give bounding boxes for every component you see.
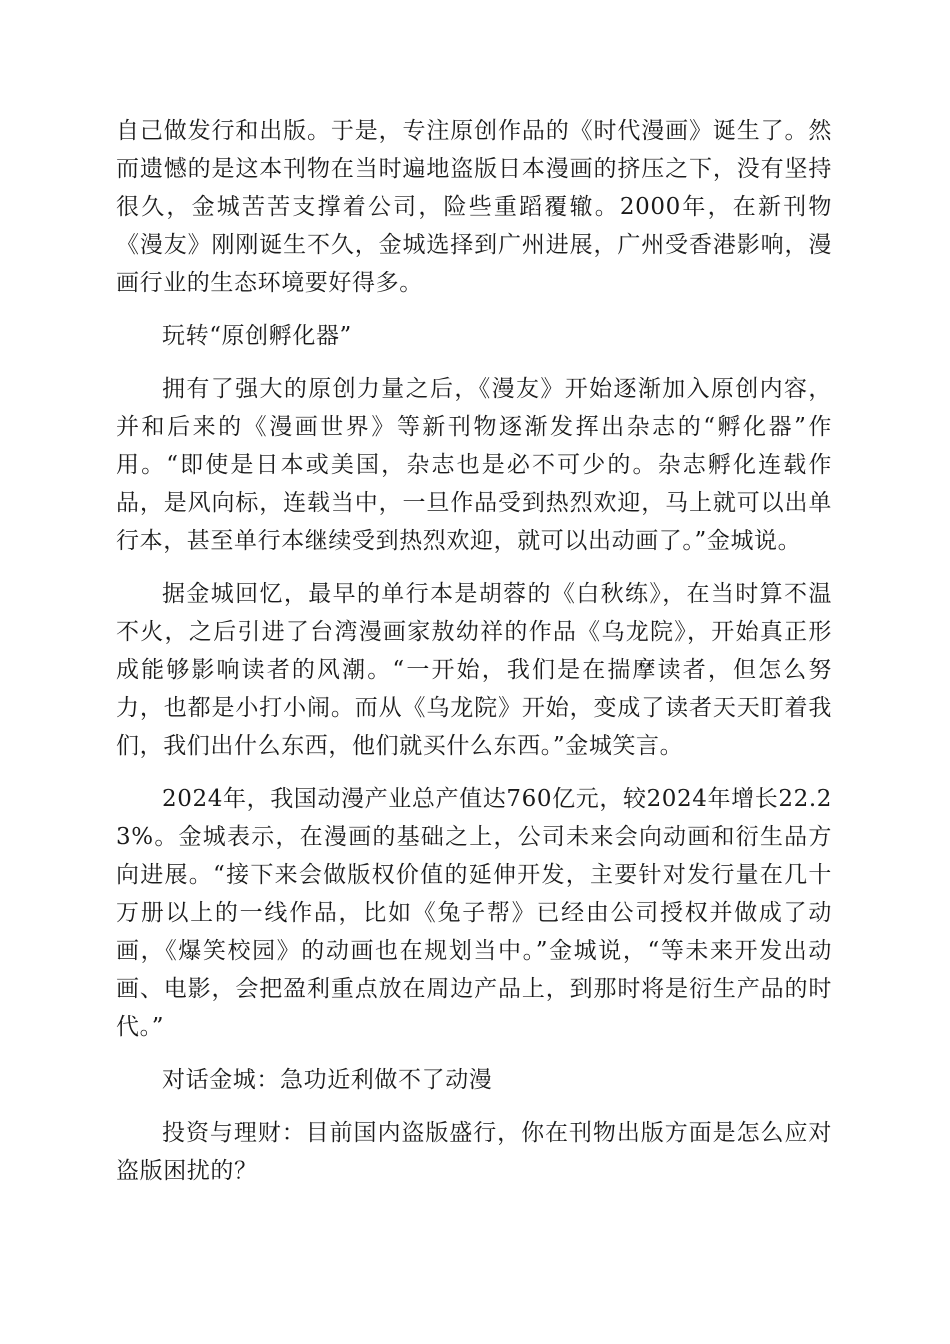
article-body	[116, 112, 832, 1205]
section-heading-interview: 对话金城：急功近利做不了动漫	[162, 1067, 493, 1093]
section-heading-incubator: 玩转“原创孵化器”	[162, 323, 352, 349]
paragraph-publishing-history: 自己做发行和出版。于是，专注原创作品的《时代漫画》诞生了。然而遗憾的是这本刊物在当时遍地盗版日本漫画的挤压之下，没有坚持很久，金城苦苦支撑着公司，险些重蹈覆辙。2000年，在新刊物《漫友》刚刚诞生不久，金城选择到广州进展，广州受香港影响，漫画行业的生态环境要好得多。	[116, 118, 832, 296]
paragraph-first-books: 据金城回忆，最早的单行本是胡蓉的《白秋练》，在当时算不温不火，之后引进了台湾漫画家敖幼祥的作品《乌龙院》，开始真正形成能够影响读者的风潮。“一开始，我们是在揣摩读者，但怎么努力，也都是小打小闹。而从《乌龙院》开始，变成了读者天天盯着我们，我们出什么东西，他们就买什么东西。”金城笑言。	[116, 581, 832, 759]
paragraph-interview-question: 投资与理财：目前国内盗版盛行，你在刊物出版方面是怎么应对盗版困扰的？	[116, 1120, 832, 1184]
paragraph-industry-growth: 2024年，我国动漫产业总产值达760亿元，较2024年增长22.23%。金城表示，在漫画的基础之上，公司未来会向动画和衍生品方向进展。“接下来会做版权价值的延伸开发，主要针对发行量在几十万册以上的一线作品，比如《兔子帮》已经由公司授权并做成了动画，《爆笑校园》的动画也在规划当中。”金城说，“等未来开发出动画、电影，会把盈利重点放在周边产品上，到那时将是衍生产品的时代。”	[116, 786, 832, 1040]
paragraph-incubator-role: 拥有了强大的原创力量之后，《漫友》开始逐渐加入原创内容，并和后来的《漫画世界》等新刊物逐渐发挥出杂志的“孵化器”作用。“即使是日本或美国，杂志也是必不可少的。杂志孵化连载作品，是风向标，连载当中，一旦作品受到热烈欢迎，马上就可以出单行本，甚至单行本继续受到热烈欢迎，就可以出动画了。”金城说。	[116, 376, 832, 554]
